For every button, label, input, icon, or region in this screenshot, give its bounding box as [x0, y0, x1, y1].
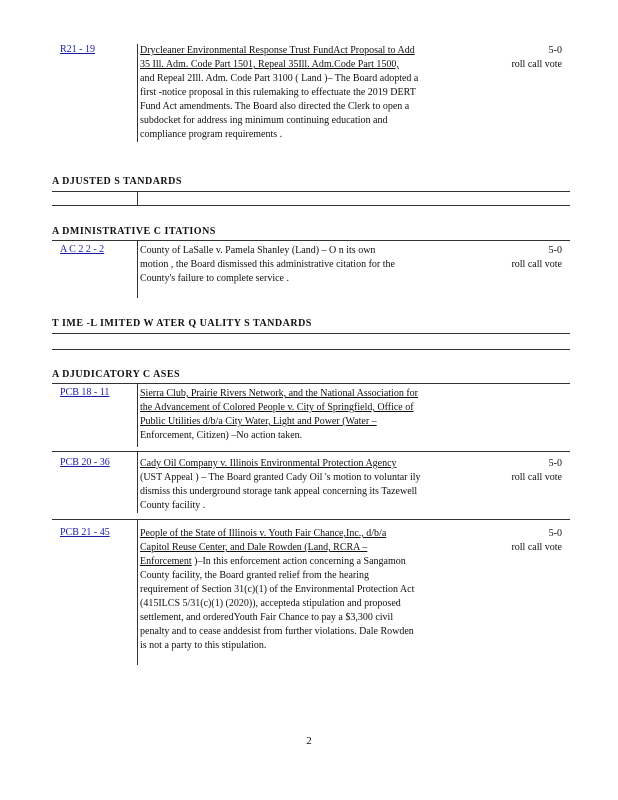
- entry-description: [140, 527, 482, 653]
- entry-r21-19: [52, 44, 572, 144]
- entry-pcb-20-36: [52, 457, 572, 513]
- title-line: Public Utilities d/b/a City Water, Light and Power (Water –: [140, 416, 377, 427]
- title-line: Enforcement: [140, 556, 192, 567]
- body-line: settlement, and orderedYouth Fair Chance to pay a $3,300 civil: [140, 612, 394, 623]
- body-line: penalty and to cease anddesist from further violations. Dale Rowden: [140, 626, 414, 637]
- body-line: County facility .: [140, 500, 206, 511]
- entry-pcb-18-11: [52, 387, 572, 447]
- body-line: Enforcement, Citizen) –No action taken.: [140, 430, 303, 441]
- section-rule: [52, 349, 570, 350]
- title-line: 35 Ill. Adm. Code Part 1501, Repeal 35Ill. Adm.Code Part 1500,: [140, 59, 399, 70]
- entry-pcb-21-45: [52, 527, 572, 665]
- column-divider: [137, 383, 138, 447]
- body-line: and Repeal 2Ill. Adm. Code Part 3100 ( Land )– The Board adopted a: [140, 73, 419, 84]
- title-line: Capitol Reuse Center, and Dale Rowden (Land, RCRA –: [140, 542, 368, 553]
- section-rule: [52, 240, 570, 241]
- entry-description: [140, 44, 482, 142]
- entry-description: [140, 244, 482, 286]
- title-line: Sierra Club, Prairie Rivers Network, and the National Association for: [140, 388, 418, 399]
- title-and-body-line: [140, 555, 482, 569]
- case-link-ac-22-2[interactable]: A C 2 2 - 2: [60, 244, 105, 255]
- section-heading-administrative-citations: A DMINISTRATIVE C ITATIONS: [52, 226, 216, 237]
- body-line: )–In this enforcement action concerning a Sangamon: [194, 556, 406, 567]
- vote-cell: [496, 44, 562, 72]
- body-line: (415ILCS 5/31(c)(1) (2020)), accepteda stipulation and proposed: [140, 598, 401, 609]
- title-line: Drycleaner Environmental Response Trust FundAct Proposal to Add: [140, 45, 415, 56]
- title-line: the Advancement of Colored People v. City of Springfield, Office of: [140, 402, 414, 413]
- vote-cell: [496, 527, 562, 555]
- vote-type: roll call vote: [511, 59, 562, 70]
- body-line: County of LaSalle v. Pamela Shanley (Land) – O n its own: [140, 245, 376, 256]
- vote-type: roll call vote: [511, 259, 562, 270]
- body-line: (UST Appeal ) – The Board granted Cady Oil 's motion to voluntar ily: [140, 472, 421, 483]
- section-rule: [52, 205, 570, 206]
- entry-description: [140, 387, 482, 443]
- case-link-r21-19[interactable]: R21 - 19: [60, 44, 95, 55]
- title-line: Cady Oil Company v. Illinois Environmental Protection Agency: [140, 458, 397, 469]
- vote-cell: [496, 244, 562, 272]
- entry-description: [140, 457, 482, 513]
- title-line: People of the State of Illinois v. Youth Fair Chance,Inc., d/b/a: [140, 528, 387, 539]
- section-heading-adjudicatory-cases: A DJUDICATORY C ASES: [52, 369, 181, 380]
- body-line: first -notice proposal in this rulemaking to effectuate the 2019 DERT: [140, 87, 416, 98]
- section-heading-adjusted-standards: A DJUSTED S TANDARDS: [52, 176, 182, 187]
- body-line: motion , the Board dismissed this administrative citation for the: [140, 259, 395, 270]
- body-line: is not a party to this stipulation.: [140, 640, 267, 651]
- body-line: County facility, the Board granted relief from the hearing: [140, 570, 369, 581]
- row-rule: [52, 451, 570, 452]
- section-rule: [52, 383, 570, 384]
- vote-cell: [496, 457, 562, 485]
- body-line: County's failure to complete service .: [140, 273, 289, 284]
- body-line: dismiss this underground storage tank appeal concerning its Tazewell: [140, 486, 418, 497]
- column-divider: [137, 191, 138, 205]
- vote-count: 5-0: [548, 458, 562, 469]
- section-heading-time-limited-water-quality-standards: T IME -L IMITED W ATER Q UALITY S TANDARDS: [52, 318, 312, 329]
- section-rule: [52, 191, 570, 192]
- body-line: subdocket for address ing minimum continuing education and: [140, 115, 388, 126]
- page-number: 2: [306, 735, 312, 747]
- case-link-pcb-20-36[interactable]: PCB 20 - 36: [60, 457, 110, 468]
- body-line: requirement of Section 31(c)(1) of the Environmental Protection Act: [140, 584, 415, 595]
- vote-count: 5-0: [548, 45, 562, 56]
- vote-type: roll call vote: [511, 542, 562, 553]
- case-link-pcb-18-11[interactable]: PCB 18 - 11: [60, 387, 110, 398]
- column-divider: [137, 519, 138, 665]
- case-link-pcb-21-45[interactable]: PCB 21 - 45: [60, 527, 110, 538]
- body-line: compliance program requirements .: [140, 129, 283, 140]
- column-divider: [137, 451, 138, 513]
- vote-count: 5-0: [548, 245, 562, 256]
- vote-type: roll call vote: [511, 472, 562, 483]
- section-rule: [52, 333, 570, 334]
- body-line: Fund Act amendments. The Board also directed the Clerk to open a: [140, 101, 410, 112]
- column-divider: [137, 240, 138, 298]
- row-rule: [52, 519, 570, 520]
- column-divider: [137, 44, 138, 142]
- entry-ac-22-2: [52, 244, 572, 300]
- vote-count: 5-0: [548, 528, 562, 539]
